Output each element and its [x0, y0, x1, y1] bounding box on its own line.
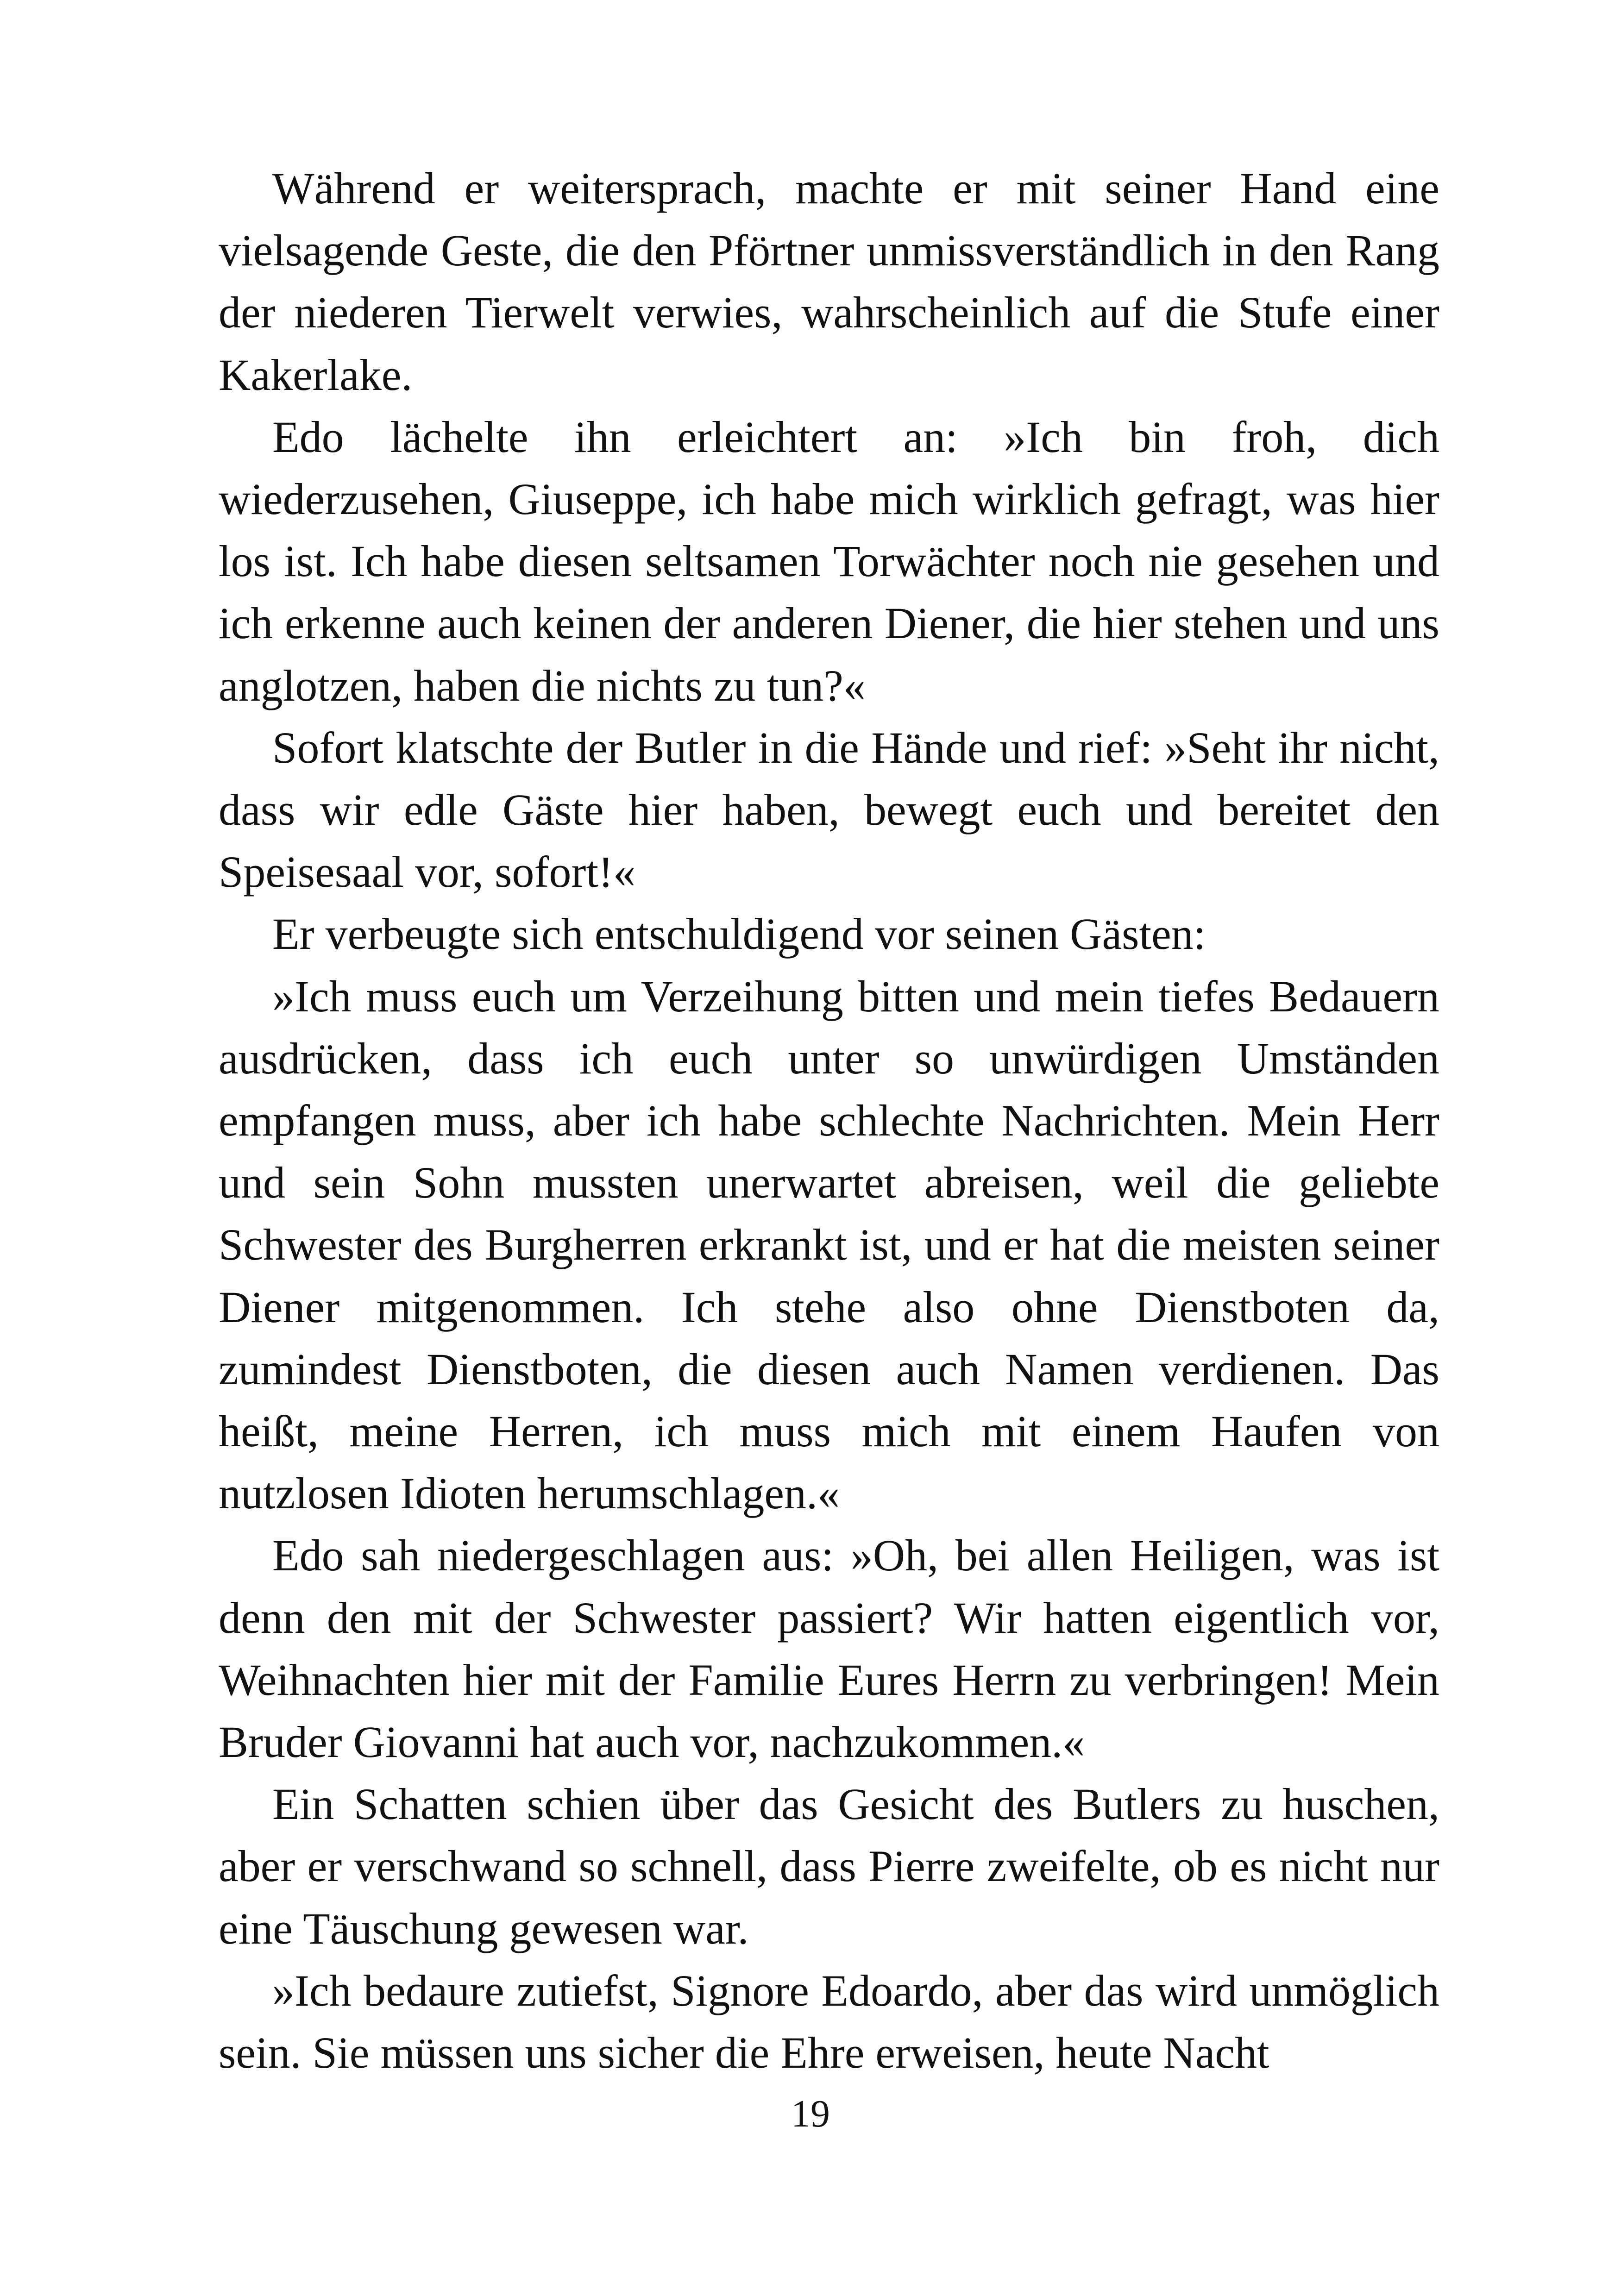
body-text	[219, 157, 1439, 2084]
page-number: 19	[791, 2092, 830, 2135]
paragraph-4: Er verbeugte sich entschuldigend vor seinen Gästen:	[272, 909, 1206, 959]
paragraph-2: Edo lächelte ihn erleichtert an: »Ich bin froh, dich wiederzusehen, Giuseppe, ich habe mich wirklich gefragt, was hier los ist. Ich habe diesen seltsamen Torwächter noch nie gesehen und ich erkenne auch keinen der anderen Diener, die hier stehen und uns anglotzen, haben die nichts zu tun?«	[219, 412, 1439, 710]
paragraph-6: Edo sah niedergeschlagen aus: »Oh, bei allen Heiligen, was ist denn den mit der Schwester passiert? Wir hatten eigentlich vor, Weihnachten hier mit der Familie Eures Herrn zu verbringen! Mein Bruder Giovanni hat auch vor, nachzukommen.«	[219, 1531, 1439, 1767]
paragraph-5: »Ich muss euch um Verzeihung bitten und mein tiefes Bedauern ausdrücken, dass ich euch unter so unwürdigen Umständen empfangen muss, aber ich habe schlechte Nachrichten. Mein Herr und sein Sohn mussten unerwartet abreisen, weil die geliebte Schwester des Burgherren erkrankt ist, und er hat die meisten seiner Diener mitgenommen. Ich stehe also ohne Dienstboten da, zumindest Dienstboten, die diesen auch Namen verdienen. Das heißt, meine Herren, ich muss mich mit einem Haufen von nutzlosen Idioten herumschlagen.«	[219, 971, 1439, 1518]
paragraph-7: Ein Schatten schien über das Gesicht des Butlers zu huschen, aber er verschwand so schnell, dass Pierre zweifelte, ob es nicht nur eine Täuschung gewesen war.	[219, 1779, 1439, 1953]
paragraph-1: Während er weitersprach, machte er mit seiner Hand eine vielsagende Geste, die den Pförtner unmissverständlich in den Rang der niederen Tierwelt verwies, wahrscheinlich auf die Stufe einer Kakerlake.	[219, 163, 1439, 400]
paragraph-3: Sofort klatschte der Butler in die Hände und rief: »Seht ihr nicht, dass wir edle Gäste hier haben, bewegt euch und bereitet den Speisesaal vor, sofort!«	[219, 722, 1439, 897]
paragraph-8: »Ich bedaure zutiefst, Signore Edoardo, aber das wird unmöglich sein. Sie müssen uns sicher die Ehre erweisen, heute Nacht	[219, 1965, 1439, 2078]
